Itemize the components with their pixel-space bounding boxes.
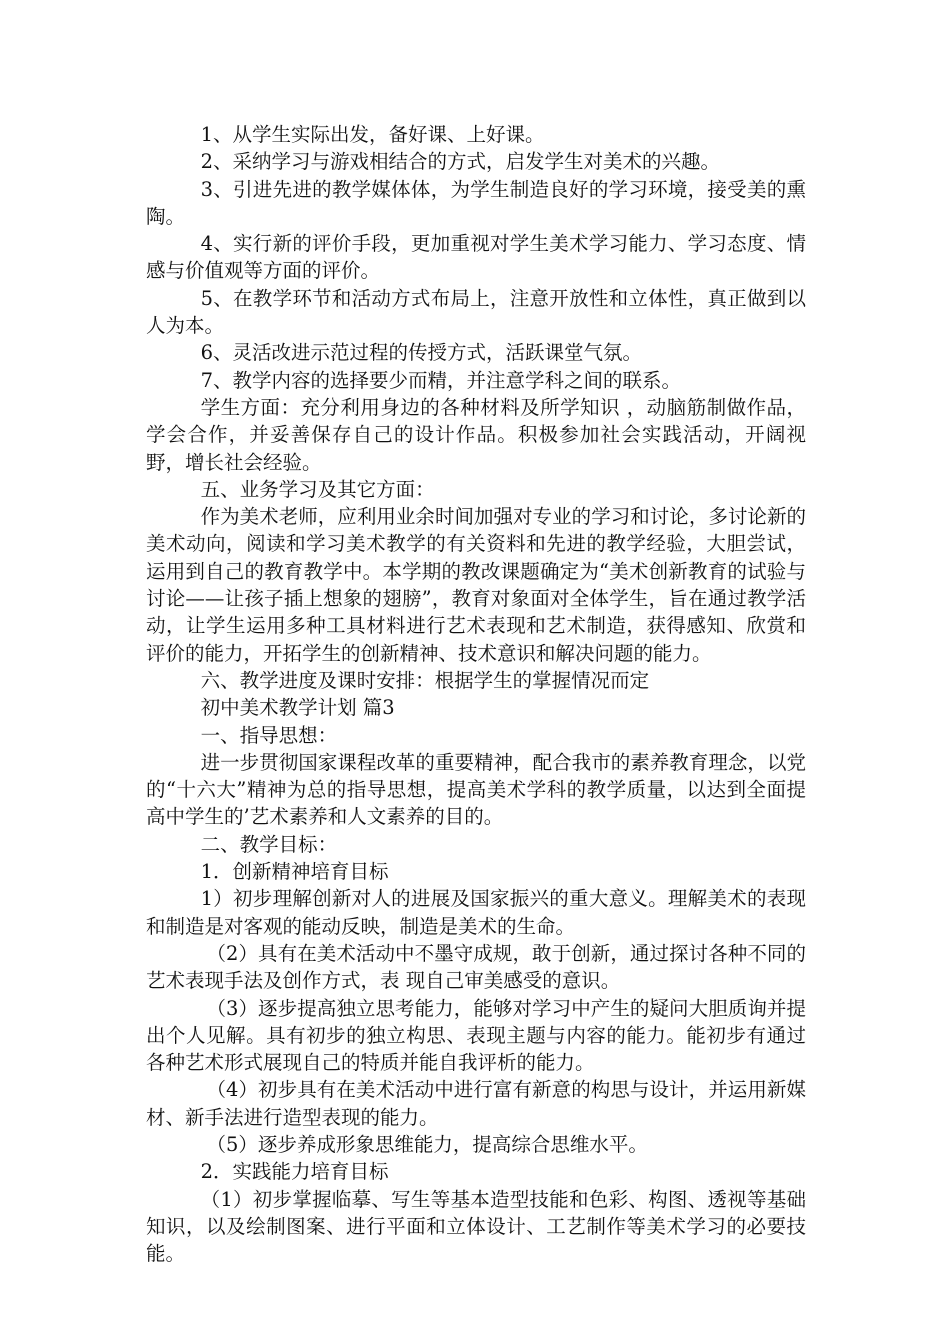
section-heading-guiding-thought: 一、指导思想： xyxy=(200,723,338,747)
guiding-thought-paragraph: 进一步贯彻国家课程改革的重要精神，配合我市的素养教育理念，以党的“十六大”精神为总的指导思想，提高美术学科的教学质量，以达到全面提高中学生的’艺术素养和人文素养的目的。 xyxy=(146,750,806,829)
list-item-3: 3、引进先进的教学媒体体，为学生制造良好的学习环境，接受美的熏陶。 xyxy=(146,177,806,228)
list-item-7: 7、教学内容的选择要少而精，并注意学科之间的联系。 xyxy=(200,368,682,392)
list-item-1: 1、从学生实际出发，备好课、上好课。 xyxy=(200,123,545,146)
practice-item-1: （1）初步掌握临摹、写生等基本造型技能和色彩、构图、透视等基础知识，以及绘制图案、进行平面和立体设计、工艺制作等美术学习的必要技能。 xyxy=(146,1187,806,1266)
list-item-5: 5、在教学环节和活动方式布局上，注意开放性和立体性，真正做到以人为本。 xyxy=(146,286,806,338)
list-item-6: 6、灵活改进示范过程的传授方式，活跃课堂气氛。 xyxy=(200,341,643,365)
student-aspect-paragraph: 学生方面：充分利用身边的各种材料及所学知识 ，动脑筋制做作品，学会合作，并妥善保存自己的设计作品。积极参加社会实践活动，开阔视野，增长社会经验。 xyxy=(146,395,806,474)
body-text xyxy=(146,121,806,1267)
goal-item-2: （2）具有在美术活动中不墨守成规，敢于创新，通过探讨各种不同的艺术表现手法及创作方式，表 现自己审美感受的意识。 xyxy=(146,941,806,993)
section-heading-6: 六、教学进度及课时安排：根据学生的掌握情况而定 xyxy=(200,668,650,692)
goal-item-1: 1）初步理解创新对人的进展及国家振兴的重大意义。理解美术的表现和制造是对客观的能动反映，制造是美术的生命。 xyxy=(146,887,806,938)
section-heading-teaching-goals: 二、教学目标： xyxy=(200,832,338,856)
professional-study-paragraph: 作为美术老师，应利用业余时间加强对专业的学习和讨论，多讨论新的美术动向，阅读和学习美术教学的有关资料和先进的教学经验，大胆尝试，运用到自己的教育教学中。本学期的教改课题确定为“美术创新教育的试验与讨论——让孩子插上想象的翅膀”，教育对象面对全体学生，旨在通过教学活动，让学生运用多种工具材料进行艺术表现和艺术制造，获得感知、欣赏和评价的能力，开拓学生的创新精神、技术意识和解决问题的能力。 xyxy=(146,505,806,665)
plan-title: 初中美术教学计划 篇3 xyxy=(200,696,395,720)
goal-item-4: （4）初步具有在美术活动中进行富有新意的构思与设计，并运用新媒材、新手法进行造型表现的能力。 xyxy=(146,1078,806,1129)
list-item-4: 4、实行新的评价手段，更加重视对学生美术学习能力、学习态度、情感与价值观等方面的评价。 xyxy=(146,232,806,283)
section-heading-5: 五、业务学习及其它方面： xyxy=(200,477,435,501)
goal-item-3: （3）逐步提高独立思考能力，能够对学习中产生的疑问大胆质询并提出个人见解。具有初步的独立构思、表现主题与内容的能力。能初步有通过各种艺术形式展现自己的特质并能自我评析的能力。 xyxy=(146,996,806,1075)
subheading-innovation-goal: 1．创新精神培育目标 xyxy=(200,860,389,884)
subheading-practice-goal: 2．实践能力培育目标 xyxy=(200,1160,389,1184)
goal-item-5: （5）逐步养成形象思维能力，提高综合思维水平。 xyxy=(206,1132,648,1156)
list-item-2: 2、采纳学习与游戏相结合的方式，启发学生对美术的兴趣。 xyxy=(200,150,721,174)
